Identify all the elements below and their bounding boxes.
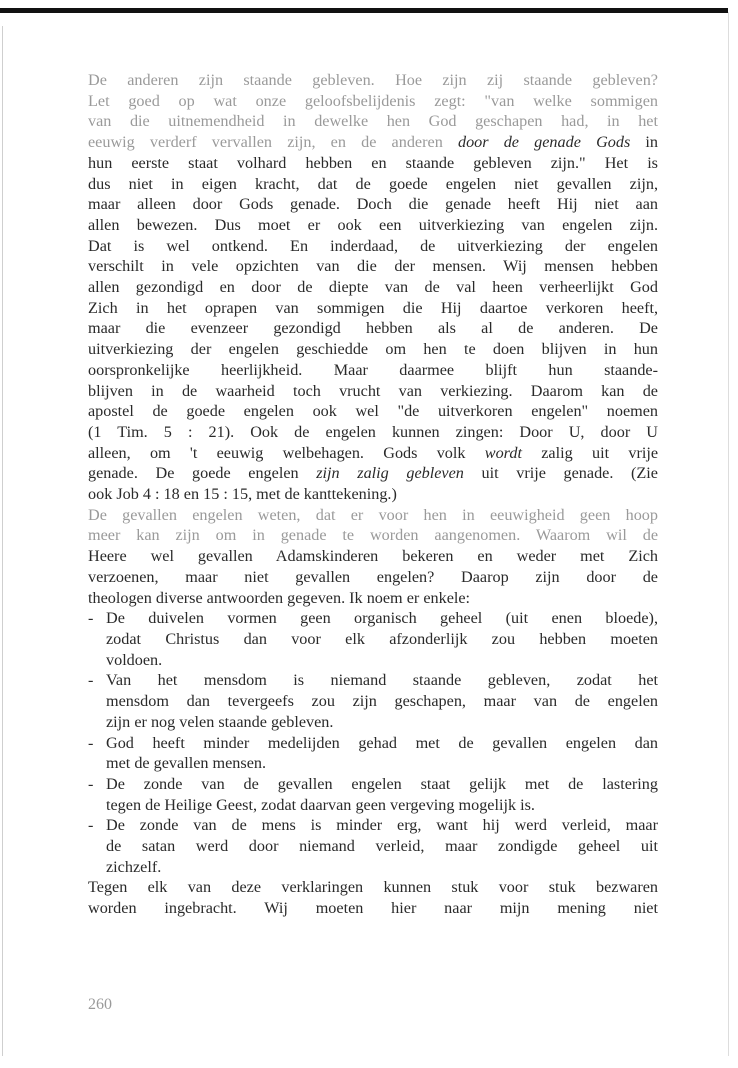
text-line: van die uitnemendheid in dewelke hen God geschapen had, in het [88,112,658,131]
dash-marker: - [88,774,94,793]
text-line: zichzelf. [106,857,162,876]
text-line: verschilt in vele opzichten van die der mensen. Wij mensen hebben [88,257,658,276]
dash-marker: - [88,816,94,835]
text-segment: uit vrije genade. (Zie [481,464,658,483]
left-page-edge [2,26,3,1056]
text-line: Zich in het oprapen van sommigen die Hij daartoe verkoren heeft, [88,298,658,317]
text-line: allen bewezen. Dus moet er ook een uitverkiezing van engelen zijn. [88,215,658,234]
text-line [88,443,658,464]
text-line: De anderen zijn staande gebleven. Hoe zijn zij staande gebleven? [88,71,658,89]
text-line: Heere wel gevallen Adamskinderen bekeren en weder met Zich [88,547,658,566]
text-line: ook Job 4 : 18 en 15 : 15, met de kanttekening.) [88,485,397,504]
text-segment: eeuwig verderf vervallen zijn, en de anderen [88,133,443,152]
top-border-rule [0,8,728,13]
paragraph-2 [88,505,658,609]
text-line: Tegen elk van deze verklaringen kunnen stuk voor stuk bezwaren [88,878,658,897]
text-line: apostel de goede engelen ook wel "de uitverkoren engelen" noemen [88,402,658,421]
text-line: Let goed op wat onze geloofsbelijdenis zegt: "van welke sommigen [88,91,658,110]
list-item [88,774,658,815]
text-line: Van het mensdom is niemand staande gebleven, zodat het [106,671,658,690]
text-line: uitverkiezing der engelen geschiedde om hen te doen blijven in hun [88,340,658,359]
dash-marker: - [88,733,94,752]
text-line [88,463,658,484]
text-line: dus niet in eigen kracht, dat de goede engelen niet gevallen zijn, [88,174,658,193]
list-item [88,608,658,670]
text-line: blijven in de waarheid toch vrucht van verkiezing. Daarom kan de [88,381,658,400]
dash-marker: - [88,609,94,628]
text-line: meer kan zijn om in genade te worden aangenomen. Waarom wil de [88,526,658,545]
text-line: hun eerste staat volhard hebben en staande gebleven zijn." Het is [88,153,658,172]
text-line: God heeft minder medelijden gehad met de gevallen engelen dan [106,733,658,752]
text-line: oorspronkelijke heerlijkheid. Maar daarmee blijft hun staande- [88,360,658,379]
answer-list [88,608,658,877]
text-line: de satan werd door niemand verleid, maar zondigde geheel uit [106,837,658,856]
paragraph-1 [88,70,658,505]
text-line: De gevallen engelen weten, dat er voor hen in eeuwigheid geen hoop [88,505,658,524]
text-line: maar die evenzeer gezondigd hebben als al de anderen. De [88,319,658,338]
text-line: maar alleen door Gods genade. Doch die genade heeft Hij niet aan [88,195,658,214]
right-page-edge [728,12,729,1056]
italic-phrase: zijn zalig gebleven [316,464,464,483]
text-segment: in [645,133,659,152]
text-line: theologen diverse antwoorden gegeven. Ik noem er enkele: [88,588,471,607]
text-line: tegen de Heilige Geest, zodat daarvan geen vergeving mogelijk is. [106,795,535,814]
page-body [88,70,658,919]
page-number: 260 [88,996,112,1013]
italic-phrase: wordt [484,443,522,462]
text-line: allen gezondigd en door de diepte van de val heen verheerlijkt God [88,278,658,297]
text-line: De duivelen vormen geen organisch geheel (uit enen bloede), [106,609,658,628]
text-line: verzoenen, maar niet gevallen engelen? Daarop zijn door de [88,567,658,586]
text-line: zodat Christus dan voor elk afzonderlijk zou hebben moeten [106,629,658,648]
list-item [88,815,658,877]
text-line: voldoen. [106,650,163,669]
text-line [88,132,658,153]
text-line: Dat is wel ontkend. En inderdaad, de uitverkiezing der engelen [88,236,658,255]
italic-phrase: door de genade Gods [457,133,631,152]
text-line: (1 Tim. 5 : 21). Ook de engelen kunnen zingen: Door U, door U [88,422,658,441]
text-line: mensdom dan tevergeefs zou zijn geschapen, maar van de engelen [106,692,658,711]
text-line: worden ingebracht. Wij moeten hier naar mijn mening niet [88,899,658,918]
text-line: zijn er nog velen staande gebleven. [106,712,334,731]
text-segment: zalig uit vrije [541,443,659,462]
text-line: met de gevallen mensen. [106,754,267,773]
text-line: De zonde van de gevallen engelen staat gelijk met de lastering [106,774,658,793]
list-item [88,670,658,732]
list-item [88,733,658,774]
dash-marker: - [88,671,94,690]
text-line: De zonde van de mens is minder erg, want hij werd verleid, maar [106,816,658,835]
text-segment: alleen, om 't eeuwig welbehagen. Gods volk [88,443,466,462]
text-segment: genade. De goede engelen [88,464,299,483]
closing-paragraph [88,877,658,918]
